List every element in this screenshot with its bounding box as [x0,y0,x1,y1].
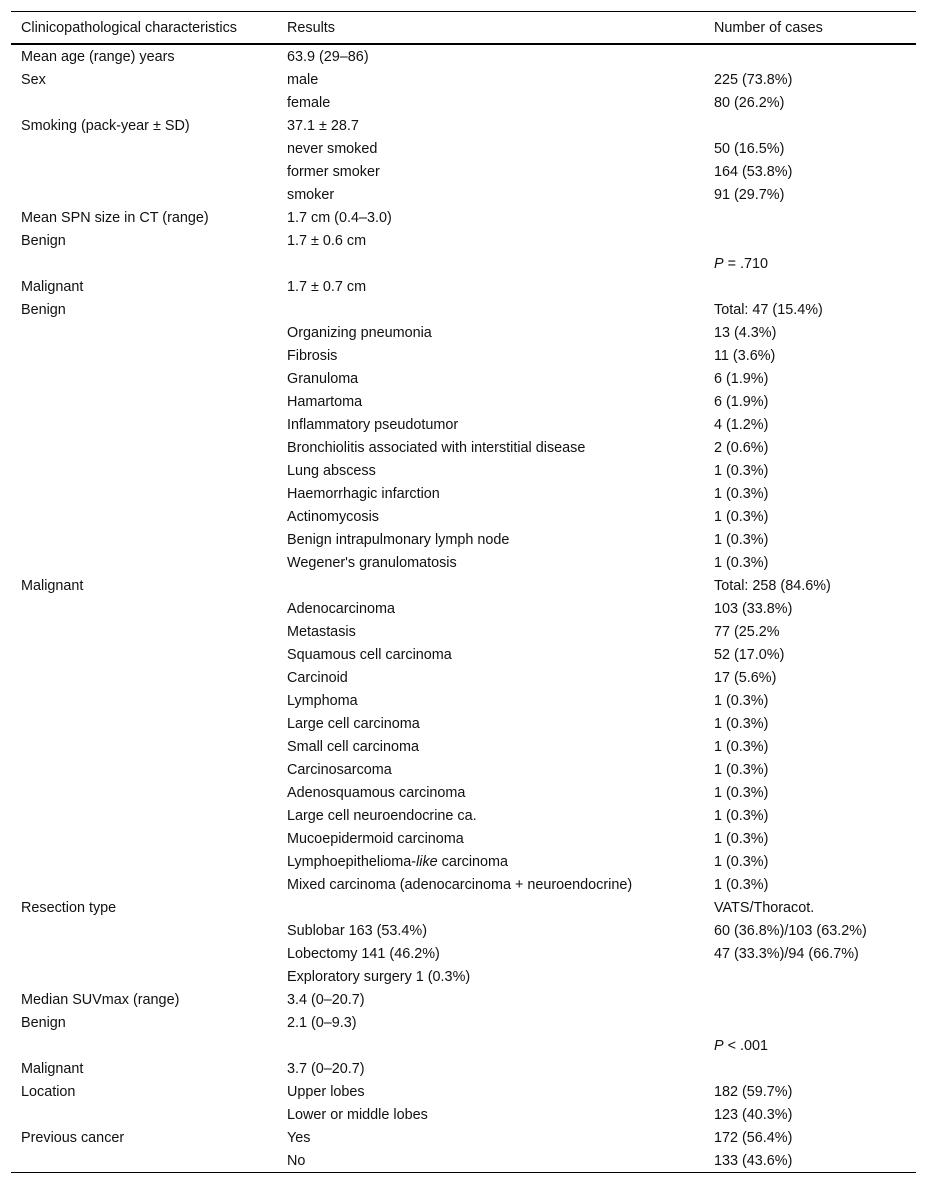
cell-result: Lung abscess [287,462,376,479]
table-row [11,160,916,183]
cell-number-of-cases [704,44,916,68]
cell-result [277,850,704,873]
cell-number-of-cases [704,988,916,1011]
cell-result: Large cell carcinoma [287,715,420,732]
table-row [11,804,916,827]
cell-result: Squamous cell carcinoma [287,646,452,663]
cell-number-of-cases: VATS/Thoracot. [714,899,815,916]
table-row [11,505,916,528]
cell-result: Adenocarcinoma [287,600,395,617]
cell-result [277,252,704,275]
cell-number-of-cases: 1 (0.3%) [714,715,769,732]
cell-characteristic [11,781,277,804]
table-row [11,298,916,321]
cell-number-of-cases: 80 (26.2%) [714,94,785,111]
cell-characteristic [11,344,277,367]
cell-result [277,298,704,321]
header-number-of-cases: Number of cases [714,19,823,36]
table-row [11,528,916,551]
cell-characteristic [11,413,277,436]
cell-characteristic [11,873,277,896]
cell-characteristic [11,620,277,643]
table-row [11,1103,916,1126]
table-row [11,321,916,344]
cell-result: Carcinoid [287,669,348,686]
cell-number-of-cases: 1 (0.3%) [714,876,769,893]
cell-result: 1.7 ± 0.6 cm [287,232,367,249]
table-row [11,137,916,160]
cell-characteristic: Previous cancer [21,1129,125,1146]
table-row [11,436,916,459]
cell-characteristic: Smoking (pack-year ± SD) [21,117,190,134]
result-italic-part: like [416,853,438,870]
cell-result: No [287,1152,306,1169]
cell-number-of-cases: 1 (0.3%) [714,830,769,847]
table-row [11,344,916,367]
cell-result: Exploratory surgery 1 (0.3%) [287,968,471,985]
cell-number-of-cases: 1 (0.3%) [714,784,769,801]
header-characteristics: Clinicopathological characteristics [21,19,237,36]
cell-number-of-cases: 17 (5.6%) [714,669,777,686]
cell-number-of-cases: 11 (3.6%) [714,347,776,364]
cell-number-of-cases [704,229,916,252]
table-row [11,735,916,758]
table-row [11,252,916,275]
cell-characteristic [11,252,277,275]
table-row [11,114,916,137]
cell-result: Carcinosarcoma [287,761,392,778]
cell-result: Adenosquamous carcinoma [287,784,466,801]
result-text-part: Lymphoepithelioma- [287,853,417,870]
cell-result: male [287,71,319,88]
cell-number-of-cases: 123 (40.3%) [714,1106,793,1123]
table-row [11,781,916,804]
cell-number-of-cases: 60 (36.8%)/103 (63.2%) [714,922,867,939]
cell-result: Bronchiolitis associated with interstitial disease [287,439,586,456]
cell-characteristic: Sex [21,71,46,88]
cell-number-of-cases: 2 (0.6%) [714,439,769,456]
table-row [11,712,916,735]
table-row [11,183,916,206]
cell-characteristic [11,436,277,459]
cell-characteristic [11,459,277,482]
cell-number-of-cases [704,275,916,298]
cell-result: former smoker [287,163,380,180]
table-row [11,919,916,942]
cell-result: Inflammatory pseudotumor [287,416,459,433]
header-results: Results [287,19,335,36]
cell-number-of-cases: 1 (0.3%) [714,853,769,870]
cell-result: Wegener's granulomatosis [287,554,457,571]
cell-number-of-cases [704,1057,916,1080]
cell-number-of-cases: 225 (73.8%) [714,71,793,88]
table-row [11,91,916,114]
cell-number-of-cases: 172 (56.4%) [714,1129,793,1146]
cell-characteristic [11,367,277,390]
cell-characteristic [11,942,277,965]
cell-number-of-cases: 1 (0.3%) [714,531,769,548]
cell-result: Large cell neuroendocrine ca. [287,807,477,824]
cell-result: 2.1 (0–9.3) [287,1014,357,1031]
cell-characteristic [11,919,277,942]
table-row [11,68,916,91]
cell-number-of-cases: 1 (0.3%) [714,738,769,755]
cell-characteristic [11,528,277,551]
cell-result: Fibrosis [287,347,338,364]
cell-result: Organizing pneumonia [287,324,432,341]
cell-result: Yes [287,1129,311,1146]
table-row [11,206,916,229]
cell-characteristic [11,735,277,758]
cell-characteristic [11,390,277,413]
cell-number-of-cases: 50 (16.5%) [714,140,785,157]
cell-number-of-cases: 1 (0.3%) [714,462,769,479]
cell-result: 63.9 (29–86) [287,48,369,65]
cell-characteristic [11,137,277,160]
table-row [11,1034,916,1057]
table-row [11,1149,916,1173]
table-row [11,597,916,620]
table-container [11,11,916,1173]
cell-characteristic: Mean age (range) years [21,48,175,65]
cell-characteristic: Location [21,1083,76,1100]
cell-number-of-cases: 1 (0.3%) [714,508,769,525]
clinicopathological-table [11,11,916,1173]
table-row [11,1126,916,1149]
cell-result: 1.7 cm (0.4–3.0) [287,209,392,226]
cell-result: Sublobar 163 (53.4%) [287,922,427,939]
cell-characteristic: Resection type [21,899,117,916]
cell-characteristic [11,321,277,344]
table-row [11,44,916,68]
cell-characteristic [11,160,277,183]
cell-result: never smoked [287,140,378,157]
cell-number-of-cases: 103 (33.8%) [714,600,793,617]
cell-characteristic [11,804,277,827]
cell-result: Haemorrhagic infarction [287,485,440,502]
cell-characteristic [11,689,277,712]
cell-characteristic [11,91,277,114]
cell-result: female [287,94,331,111]
table-row [11,643,916,666]
cell-characteristic: Benign [21,1014,66,1031]
p-value-symbol: P [714,1037,724,1054]
cell-characteristic: Benign [21,232,66,249]
cell-characteristic: Mean SPN size in CT (range) [21,209,209,226]
cell-number-of-cases: Total: 47 (15.4%) [714,301,823,318]
table-row [11,482,916,505]
cell-characteristic: Malignant [21,278,84,295]
table-row [11,1057,916,1080]
table-row [11,873,916,896]
table-row [11,896,916,919]
table-row [11,459,916,482]
table-row [11,574,916,597]
cell-result: Small cell carcinoma [287,738,419,755]
table-row [11,413,916,436]
header-row [11,12,916,45]
cell-number-of-cases [704,1011,916,1034]
p-value: < .001 [723,1037,769,1054]
cell-number-of-cases: 1 (0.3%) [714,807,769,824]
cell-number-of-cases: 1 (0.3%) [714,761,769,778]
table-row [11,942,916,965]
p-value-symbol: P [714,255,724,272]
cell-characteristic [11,1149,277,1173]
table-row [11,1011,916,1034]
cell-characteristic: Benign [21,301,66,318]
table-row [11,367,916,390]
cell-number-of-cases: 13 (4.3%) [714,324,777,341]
cell-result: smoker [287,186,335,203]
cell-number-of-cases: 6 (1.9%) [714,393,769,410]
cell-result: Lymphoma [287,692,358,709]
cell-characteristic [11,666,277,689]
table-row [11,666,916,689]
cell-number-of-cases: 133 (43.6%) [714,1152,793,1169]
cell-result [277,896,704,919]
cell-characteristic [11,551,277,574]
cell-result: Lower or middle lobes [287,1106,428,1123]
cell-number-of-cases: 164 (53.8%) [714,163,793,180]
cell-characteristic [11,965,277,988]
cell-result: 37.1 ± 28.7 [287,117,359,134]
cell-result: Mucoepidermoid carcinoma [287,830,464,847]
cell-number-of-cases: 6 (1.9%) [714,370,769,387]
cell-characteristic [11,482,277,505]
cell-characteristic [11,827,277,850]
cell-result: 3.4 (0–20.7) [287,991,365,1008]
cell-characteristic [11,758,277,781]
cell-number-of-cases [704,965,916,988]
cell-number-of-cases [704,206,916,229]
cell-characteristic [11,505,277,528]
cell-number-of-cases: 182 (59.7%) [714,1083,793,1100]
cell-characteristic [11,850,277,873]
cell-number-of-cases: 77 (25.2% [714,623,780,640]
cell-characteristic [11,712,277,735]
cell-characteristic [11,643,277,666]
table-body [11,44,916,1173]
table-row [11,988,916,1011]
cell-characteristic: Malignant [21,1060,84,1077]
p-value: = .710 [723,255,769,272]
table-row [11,827,916,850]
result-text-part: carcinoma [437,853,509,870]
cell-result: Granuloma [287,370,359,387]
table-row [11,229,916,252]
cell-result: 1.7 ± 0.7 cm [287,278,367,295]
cell-number-of-cases [704,1034,916,1057]
cell-number-of-cases: Total: 258 (84.6%) [714,577,831,594]
cell-result: Metastasis [287,623,356,640]
cell-result: 3.7 (0–20.7) [287,1060,365,1077]
cell-result: Lobectomy 141 (46.2%) [287,945,440,962]
table-row [11,275,916,298]
cell-characteristic: Median SUVmax (range) [21,991,180,1008]
table-row [11,689,916,712]
table-header [11,12,916,45]
cell-number-of-cases: 1 (0.3%) [714,554,769,571]
cell-result: Benign intrapulmonary lymph node [287,531,510,548]
cell-characteristic [11,1034,277,1057]
cell-characteristic [11,183,277,206]
table-row [11,1080,916,1103]
cell-result: Actinomycosis [287,508,379,525]
cell-number-of-cases: 52 (17.0%) [714,646,785,663]
table-row [11,390,916,413]
table-row [11,965,916,988]
cell-result [277,574,704,597]
cell-number-of-cases: 47 (33.3%)/94 (66.7%) [714,945,859,962]
cell-number-of-cases: 1 (0.3%) [714,692,769,709]
table-row [11,758,916,781]
cell-number-of-cases [704,114,916,137]
cell-characteristic: Malignant [21,577,84,594]
cell-result: Upper lobes [287,1083,365,1100]
table-row [11,620,916,643]
cell-result: Hamartoma [287,393,363,410]
cell-number-of-cases: 1 (0.3%) [714,485,769,502]
cell-result: Mixed carcinoma (adenocarcinoma + neuroendocrine) [287,876,633,893]
cell-characteristic [11,1103,277,1126]
cell-number-of-cases: 91 (29.7%) [714,186,785,203]
cell-number-of-cases [704,252,916,275]
cell-characteristic [11,597,277,620]
cell-number-of-cases: 4 (1.2%) [714,416,769,433]
table-row [11,850,916,873]
cell-result [277,1034,704,1057]
table-row [11,551,916,574]
